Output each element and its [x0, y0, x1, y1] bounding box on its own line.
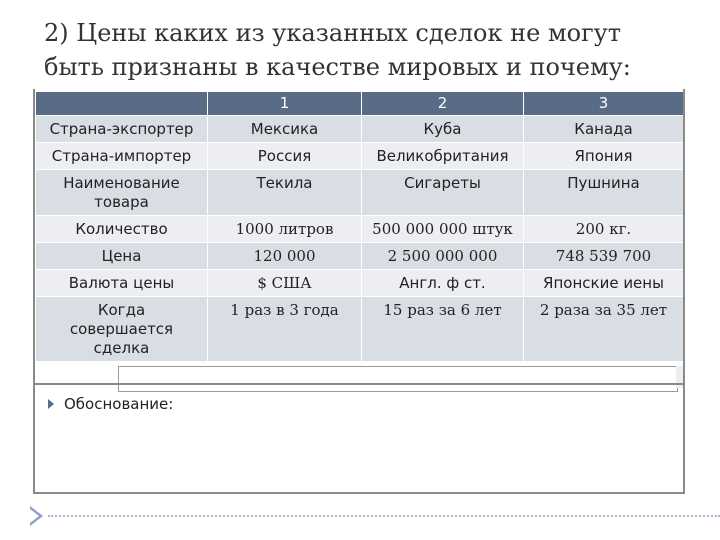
table-row: [36, 116, 684, 143]
frame-border-left: [33, 89, 35, 494]
table-cell: 748 539 700: [524, 243, 684, 270]
frame-border-bottom: [33, 492, 685, 494]
table-cell: Пушнина: [524, 170, 684, 216]
table-cell: Россия: [208, 143, 362, 170]
table-cell: Куба: [362, 116, 524, 143]
table-cell: Японские иены: [524, 270, 684, 297]
table-row: [36, 216, 684, 243]
table-cell: 2 раза за 35 лет: [524, 297, 684, 362]
table-cell: Англ. ф ст.: [362, 270, 524, 297]
row-label: Страна-импортер: [36, 143, 208, 170]
table-cell: 1000 литров: [208, 216, 362, 243]
table-cell: Мексика: [208, 116, 362, 143]
corner-arrow-icon-cutout: [30, 509, 39, 523]
header-cell-3: 3: [524, 92, 684, 116]
row-label: Валюта цены: [36, 270, 208, 297]
deals-table: [35, 91, 684, 362]
arrow-icon: [48, 399, 54, 409]
table-cell: 1 раз в 3 года: [208, 297, 362, 362]
table-cell: Текила: [208, 170, 362, 216]
table-row: [36, 170, 684, 216]
table-row: [36, 243, 684, 270]
table-cell: 500 000 000 штук: [362, 216, 524, 243]
table-cell: 200 кг.: [524, 216, 684, 243]
row-label: Наименование товара: [36, 170, 208, 216]
table-cell: Сигареты: [362, 170, 524, 216]
table-row: [36, 297, 684, 362]
header-cell-2: 2: [362, 92, 524, 116]
header-cell-empty: [36, 92, 208, 116]
frame-divider: [33, 383, 685, 385]
table-cell: 15 раз за 6 лет: [362, 297, 524, 362]
table-cell: $ США: [208, 270, 362, 297]
table-header-row: [36, 92, 684, 116]
title-line-1: 2) Цены каких из указанных сделок не могут: [44, 19, 622, 47]
table-cell: Канада: [524, 116, 684, 143]
slide-title: [44, 16, 694, 84]
row-label: Количество: [36, 216, 208, 243]
answer-input-box: [118, 366, 678, 392]
table-cell: Япония: [524, 143, 684, 170]
header-cell-1: 1: [208, 92, 362, 116]
table-cell: 120 000: [208, 243, 362, 270]
footer-dotted-line: [48, 515, 720, 517]
justification-bullet: [48, 394, 173, 414]
frame-border-right: [683, 89, 685, 494]
row-label: Когда совершается сделка: [36, 297, 208, 362]
row-label: Страна-экспортер: [36, 116, 208, 143]
table-cell: 2 500 000 000: [362, 243, 524, 270]
justification-label: Обоснование:: [64, 395, 174, 413]
title-line-2: быть признаны в качестве мировых и почему:: [44, 53, 631, 81]
table-row: [36, 143, 684, 170]
table-cell: Великобритания: [362, 143, 524, 170]
row-label: Цена: [36, 243, 208, 270]
table-row: [36, 270, 684, 297]
